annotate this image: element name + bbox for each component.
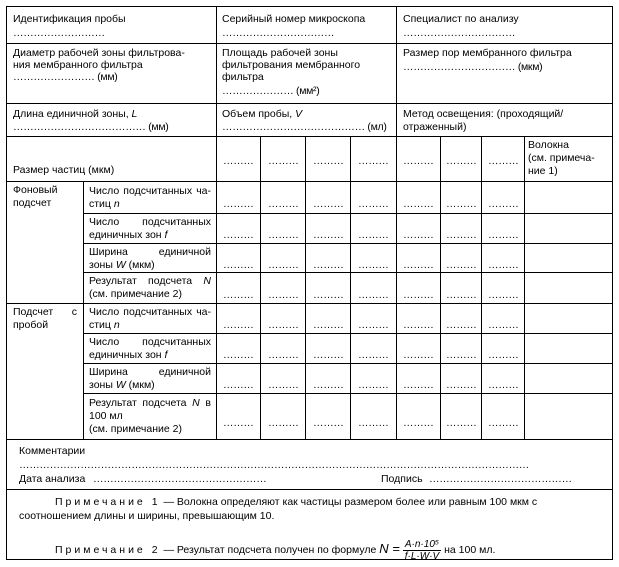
data-cell[interactable]: ………: [488, 229, 519, 241]
data-cell[interactable]: ………: [488, 319, 519, 331]
microscope-serial-label: Серийный номер микроскопа: [222, 13, 366, 25]
size-cell-2[interactable]: ………: [268, 155, 299, 167]
data-cell[interactable]: ………: [358, 289, 389, 301]
fibers-header-line-2: (см. примеча-: [528, 152, 595, 164]
data-cell[interactable]: ………: [403, 417, 434, 429]
data-cell[interactable]: ………: [268, 259, 299, 271]
data-cell[interactable]: ………: [223, 319, 254, 331]
microscope-serial-field[interactable]: ……………………………: [222, 27, 335, 39]
row-label-line-1: Число подсчитанных: [89, 216, 211, 228]
diameter-label-line-1: Диаметр рабочей зоны фильтрова-: [13, 47, 185, 59]
row-label-line-2: стиц n: [89, 198, 120, 210]
size-cell-1[interactable]: ………: [223, 155, 254, 167]
data-cell[interactable]: ………: [358, 379, 389, 391]
comments-label: Комментарии: [19, 445, 86, 457]
data-cell[interactable]: ………: [268, 319, 299, 331]
note-1-label: Примечание 1: [55, 496, 161, 508]
data-cell[interactable]: ………: [223, 289, 254, 301]
unit-length-label: Длина единичной зоны, L: [13, 108, 138, 120]
data-cell[interactable]: ………: [446, 349, 477, 361]
row-label-line-1: Ширина единичной: [89, 246, 211, 258]
data-cell[interactable]: ………: [446, 229, 477, 241]
data-cell[interactable]: ………: [446, 289, 477, 301]
data-cell[interactable]: ………: [488, 259, 519, 271]
data-cell[interactable]: ………: [488, 198, 519, 210]
data-cell[interactable]: ………: [223, 198, 254, 210]
data-cell[interactable]: ………: [313, 349, 344, 361]
note-1-line-1: Примечание 1 — Волокна определяют как частицы размером более или равным 100 мкм с: [55, 496, 538, 508]
comments-field[interactable]: ……………………………………………………………………………………………………………………………………: [19, 459, 530, 471]
data-cell[interactable]: ………: [223, 349, 254, 361]
data-cell[interactable]: ………: [358, 349, 389, 361]
data-cell[interactable]: ………: [313, 259, 344, 271]
data-cell[interactable]: ………: [358, 198, 389, 210]
analyst-label: Специалист по анализу: [403, 13, 519, 25]
row-label-line-2: единичных зон f: [89, 229, 168, 241]
area-label-line-2: фильтрования мембранного: [222, 59, 361, 71]
fibers-header-line-3: ние 1): [528, 165, 558, 177]
data-cell[interactable]: ………: [358, 229, 389, 241]
row-label-line-1: Результат подсчета N: [89, 275, 211, 287]
row-label-line-2: стиц n: [89, 319, 120, 331]
row-label-line-1: Число подсчитанных ча-: [89, 306, 211, 318]
row-label-line-2: зоны W (мкм): [89, 379, 155, 391]
data-cell[interactable]: ………: [446, 198, 477, 210]
note-2-label: Примечание 2: [55, 544, 161, 556]
size-cell-5[interactable]: ………: [403, 155, 434, 167]
note-1-line-2: соотношением длины и ширины, превышающим 10.: [19, 510, 275, 522]
signature-label: Подпись: [381, 473, 423, 485]
data-cell[interactable]: ………: [268, 417, 299, 429]
data-cell[interactable]: ………: [313, 229, 344, 241]
sample-id-field[interactable]: ………………………: [13, 27, 105, 39]
pore-size-field[interactable]: …………………………… (мкм): [403, 61, 543, 73]
data-cell[interactable]: ………: [403, 289, 434, 301]
data-cell[interactable]: ………: [403, 349, 434, 361]
pore-size-label: Размер пор мембранного фильтра: [403, 47, 572, 59]
data-cell[interactable]: ………: [223, 417, 254, 429]
group-label-background-line-1: Фоновый: [13, 184, 58, 196]
row-label-line-1: Число подсчитанных: [89, 336, 211, 348]
row-label-line-3: (см. примечание 2): [89, 423, 182, 435]
form-sheet: [6, 6, 613, 560]
data-cell[interactable]: ………: [268, 349, 299, 361]
data-cell[interactable]: ………: [313, 198, 344, 210]
fibers-header-line-1: Волокна: [528, 139, 569, 151]
data-cell[interactable]: ………: [268, 198, 299, 210]
unit-length-field[interactable]: ………………………………… (мм): [13, 121, 169, 133]
data-cell[interactable]: ………: [223, 379, 254, 391]
data-cell[interactable]: ………: [223, 259, 254, 271]
signature-field[interactable]: ……………………………………: [429, 473, 572, 485]
group-label-sample-line-2: пробой: [13, 319, 49, 331]
data-cell[interactable]: ………: [403, 229, 434, 241]
size-cell-4[interactable]: ………: [358, 155, 389, 167]
data-cell[interactable]: ………: [268, 379, 299, 391]
area-label-line-3: фильтра: [222, 71, 264, 83]
data-cell[interactable]: ………: [403, 198, 434, 210]
row-label-line-2: 100 мл: [89, 410, 123, 422]
data-cell[interactable]: ………: [403, 319, 434, 331]
analyst-field[interactable]: ……………………………: [403, 27, 516, 39]
data-cell[interactable]: ………: [358, 417, 389, 429]
note-2: Примечание 2 — Результат подсчета получен по формуле N = $\frac{\text{A·n·10⁵}}{f\cdot L\cdot W\cdot V}$ на 100 мл.: [55, 538, 496, 562]
group-label-sample-line-1: Подсчет с: [13, 306, 77, 318]
data-cell[interactable]: ………: [488, 289, 519, 301]
data-cell[interactable]: ………: [268, 289, 299, 301]
data-cell[interactable]: ………: [446, 319, 477, 331]
row-label-line-1: Результат подсчета N в: [89, 397, 212, 409]
area-label-line-1: Площадь рабочей зоны: [222, 47, 338, 59]
size-cell-7[interactable]: ………: [488, 155, 519, 167]
data-cell[interactable]: ………: [313, 289, 344, 301]
sample-id-label: Идентификация пробы: [13, 13, 126, 25]
data-cell[interactable]: ………: [446, 259, 477, 271]
row-label-line-2: (см. примечание 2): [89, 288, 182, 300]
data-cell[interactable]: ………: [446, 417, 477, 429]
data-cell[interactable]: ………: [313, 319, 344, 331]
data-cell[interactable]: ………: [488, 417, 519, 429]
area-field[interactable]: ………………… (мм²): [222, 85, 320, 97]
row-label-line-2: единичных зон f: [89, 349, 168, 361]
formula-lhs: N =: [379, 541, 400, 556]
data-cell[interactable]: ………: [223, 229, 254, 241]
sample-volume-label: Объем пробы, V: [222, 108, 303, 120]
analysis-date-field[interactable]: ……………………………………………: [93, 473, 267, 485]
data-cell[interactable]: ………: [446, 379, 477, 391]
row-label-line-1: Ширина единичной: [89, 366, 211, 378]
group-label-background-line-2: подсчет: [13, 197, 52, 209]
row-label-line-1: Число подсчитанных ча-: [89, 185, 211, 197]
data-cell[interactable]: ………: [313, 417, 344, 429]
data-cell[interactable]: ………: [358, 259, 389, 271]
row-label-line-2: зоны W (мкм): [89, 259, 155, 271]
analysis-date-label: Дата анализа: [19, 473, 86, 485]
size-cell-3[interactable]: ………: [313, 155, 344, 167]
data-cell[interactable]: ………: [268, 229, 299, 241]
illumination-method-label-line-1: Метод освещения: (проходящий/: [403, 108, 564, 120]
data-cell[interactable]: ………: [403, 379, 434, 391]
illumination-method-label-line-2: отраженный): [403, 121, 467, 133]
formula-fraction: $\frac{\text{A·n·10⁵}}{f\cdot L\cdot W\cdot V}$: [404, 538, 440, 562]
data-cell[interactable]: ………: [403, 259, 434, 271]
data-cell[interactable]: ………: [313, 379, 344, 391]
data-cell[interactable]: ………: [488, 379, 519, 391]
diameter-field[interactable]: …………………… (мм): [13, 71, 118, 83]
data-cell[interactable]: ………: [358, 319, 389, 331]
data-cell[interactable]: ………: [488, 349, 519, 361]
sample-volume-field[interactable]: …………………………………… (мл): [222, 121, 387, 133]
size-cell-6[interactable]: ………: [446, 155, 477, 167]
particle-size-label: Размер частиц (мкм): [13, 164, 115, 176]
diameter-label-line-2: ния мембранного фильтра: [13, 59, 143, 71]
